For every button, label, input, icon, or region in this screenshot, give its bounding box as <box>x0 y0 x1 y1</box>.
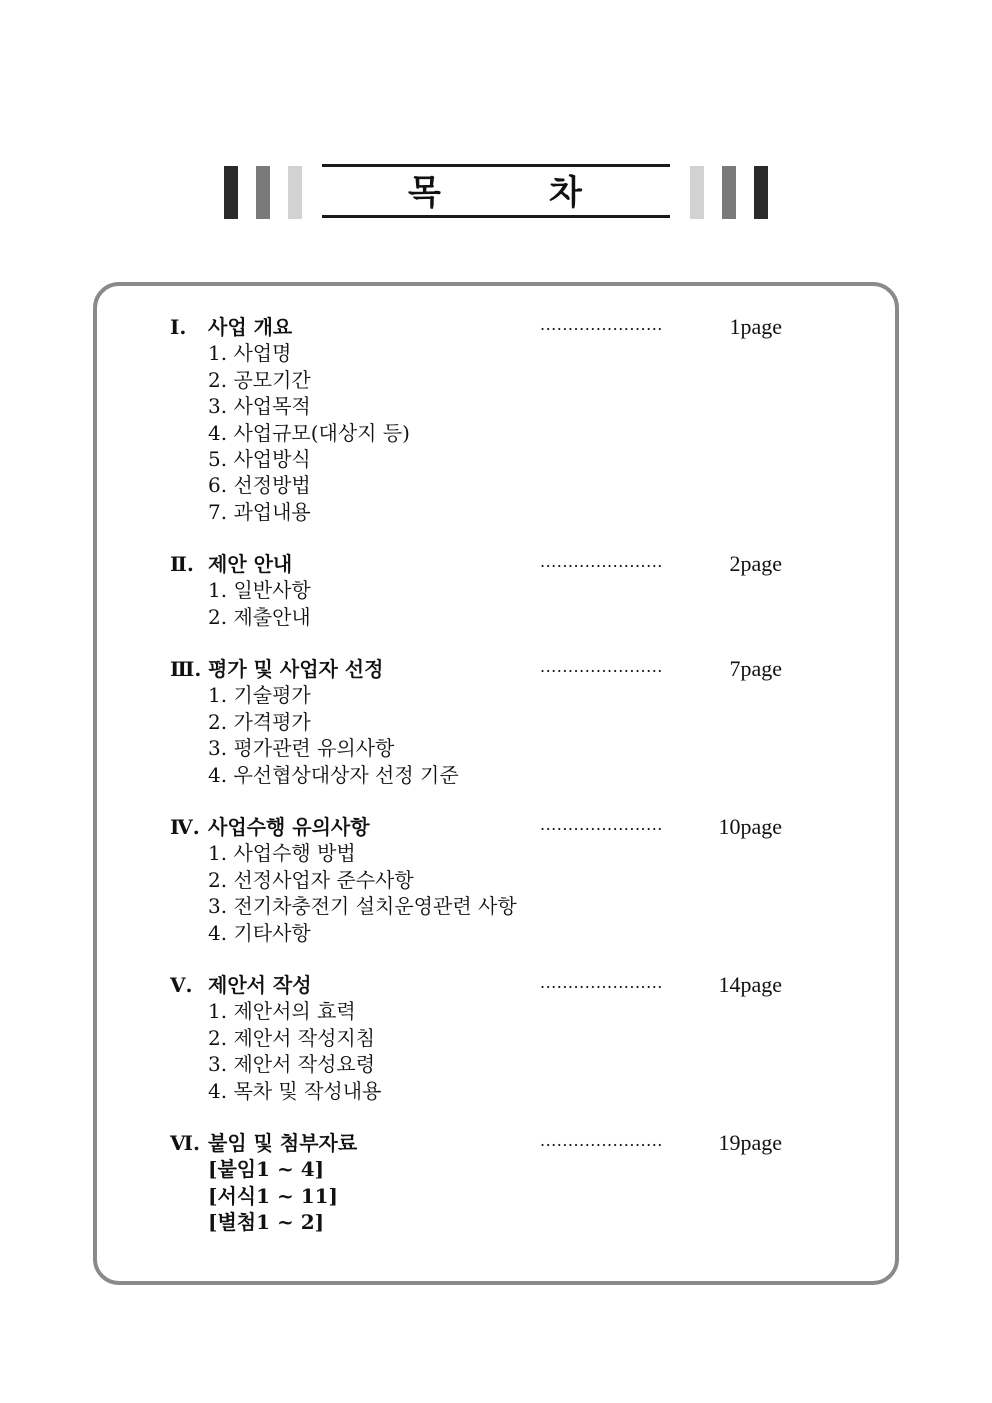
toc-subitems <box>0 998 992 1104</box>
toc-page-number: 1page <box>729 314 782 339</box>
toc-subitem[interactable]: 4. 사업규모(대상지 등) <box>208 420 410 445</box>
toc-section-5 <box>0 972 992 1104</box>
toc-leader-dots: ...................... <box>540 973 663 992</box>
toc-subitem[interactable]: 2. 선정사업자 준수사항 <box>208 867 414 892</box>
page-title <box>322 164 670 218</box>
toc-subitem[interactable]: 2. 가격평가 <box>208 709 311 734</box>
toc-section-heading[interactable] <box>0 314 992 340</box>
toc-leader-dots: ...................... <box>540 1131 663 1150</box>
toc-section-heading[interactable] <box>0 551 992 577</box>
toc-section-number: Ⅵ. <box>170 1131 200 1155</box>
toc-section-number: Ⅴ. <box>170 973 193 997</box>
toc-leader-dots: ...................... <box>540 552 663 571</box>
toc-subitem[interactable]: 4. 목차 및 작성내용 <box>208 1078 382 1103</box>
toc-section-heading[interactable] <box>0 972 992 998</box>
toc-section-heading[interactable] <box>0 656 992 682</box>
toc-section-title: 사업 개요 <box>208 315 293 339</box>
toc-leader-dots: ...................... <box>540 657 663 676</box>
toc-section-number: Ⅱ. <box>170 552 194 576</box>
toc-subitem[interactable]: 5. 사업방식 <box>208 446 311 471</box>
toc-section-title: 사업수행 유의사항 <box>208 815 370 839</box>
toc-subitems <box>0 1156 992 1235</box>
toc-subitem[interactable]: 4. 우선협상대상자 선정 기준 <box>208 762 459 787</box>
toc-subitem[interactable]: 7. 과업내용 <box>208 499 311 524</box>
toc-subitems <box>0 340 992 525</box>
toc-subitem[interactable]: 3. 평가관련 유의사항 <box>208 736 395 761</box>
toc-leader-dots: ...................... <box>540 815 663 834</box>
toc-subitems <box>0 577 992 630</box>
toc-page-number: 2page <box>729 551 782 576</box>
toc-section-number: Ⅰ. <box>170 315 187 339</box>
toc-section-heading[interactable] <box>0 814 992 840</box>
toc-page-number: 14page <box>718 972 782 997</box>
toc-subitem[interactable]: 4. 기타사항 <box>208 920 311 945</box>
toc-section-3 <box>0 656 992 788</box>
toc-section-title: 평가 및 사업자 선정 <box>208 657 384 681</box>
toc-subitem[interactable]: 2. 제출안내 <box>208 604 311 629</box>
header-bar-right-mid <box>722 166 736 219</box>
toc-page-number: 19page <box>718 1130 782 1155</box>
page-title-left-char: 목 <box>408 173 441 213</box>
toc-subitem[interactable]: 6. 선정방법 <box>208 473 311 498</box>
header-bar-left-mid <box>256 166 270 219</box>
toc-section-6 <box>0 1130 992 1236</box>
toc-page-number: 10page <box>718 814 782 839</box>
toc-subitems <box>0 840 992 946</box>
toc-subitem[interactable]: 1. 사업수행 방법 <box>208 841 356 866</box>
toc-subitem[interactable]: 3. 전기차충전기 설치운영관련 사항 <box>208 894 517 919</box>
toc-section-2 <box>0 551 992 630</box>
header-bar-right-light <box>690 166 704 219</box>
toc-section-title: 제안 안내 <box>208 552 293 576</box>
header-bar-right-dark <box>754 166 768 219</box>
toc-section-title: 붙임 및 첨부자료 <box>208 1131 358 1155</box>
toc-subitem[interactable]: 3. 사업목적 <box>208 394 311 419</box>
toc-subitem[interactable]: 1. 일반사항 <box>208 578 311 603</box>
toc-subitem[interactable]: 1. 제안서의 효력 <box>208 999 356 1024</box>
toc-leader-dots: ...................... <box>540 315 663 334</box>
toc-subitem[interactable]: 1. 사업명 <box>208 341 292 366</box>
toc-section-number: Ⅲ. <box>170 657 202 681</box>
toc-appendix-item[interactable]: [별첨1 ~ 2] <box>208 1210 325 1235</box>
toc-subitem[interactable]: 2. 제안서 작성지침 <box>208 1025 376 1050</box>
toc-subitem[interactable]: 1. 기술평가 <box>208 683 311 708</box>
toc-subitems <box>0 682 992 788</box>
header-bar-left-light <box>288 166 302 219</box>
toc-attachment-item[interactable]: [붙임1 ~ 4] <box>208 1157 325 1182</box>
page-title-right-char: 차 <box>549 173 582 213</box>
toc-section-title: 제안서 작성 <box>208 973 312 997</box>
toc-subitem[interactable]: 3. 제안서 작성요령 <box>208 1052 376 1077</box>
header-bar-left-dark <box>224 166 238 219</box>
toc-section-1 <box>0 314 992 525</box>
toc-section-heading[interactable] <box>0 1130 992 1156</box>
toc-form-item[interactable]: [서식1 ~ 11] <box>208 1183 338 1208</box>
toc-section-4 <box>0 814 992 946</box>
toc-page-number: 7page <box>729 656 782 681</box>
toc-subitem[interactable]: 2. 공모기간 <box>208 367 311 392</box>
toc-section-number: Ⅳ. <box>170 815 200 839</box>
